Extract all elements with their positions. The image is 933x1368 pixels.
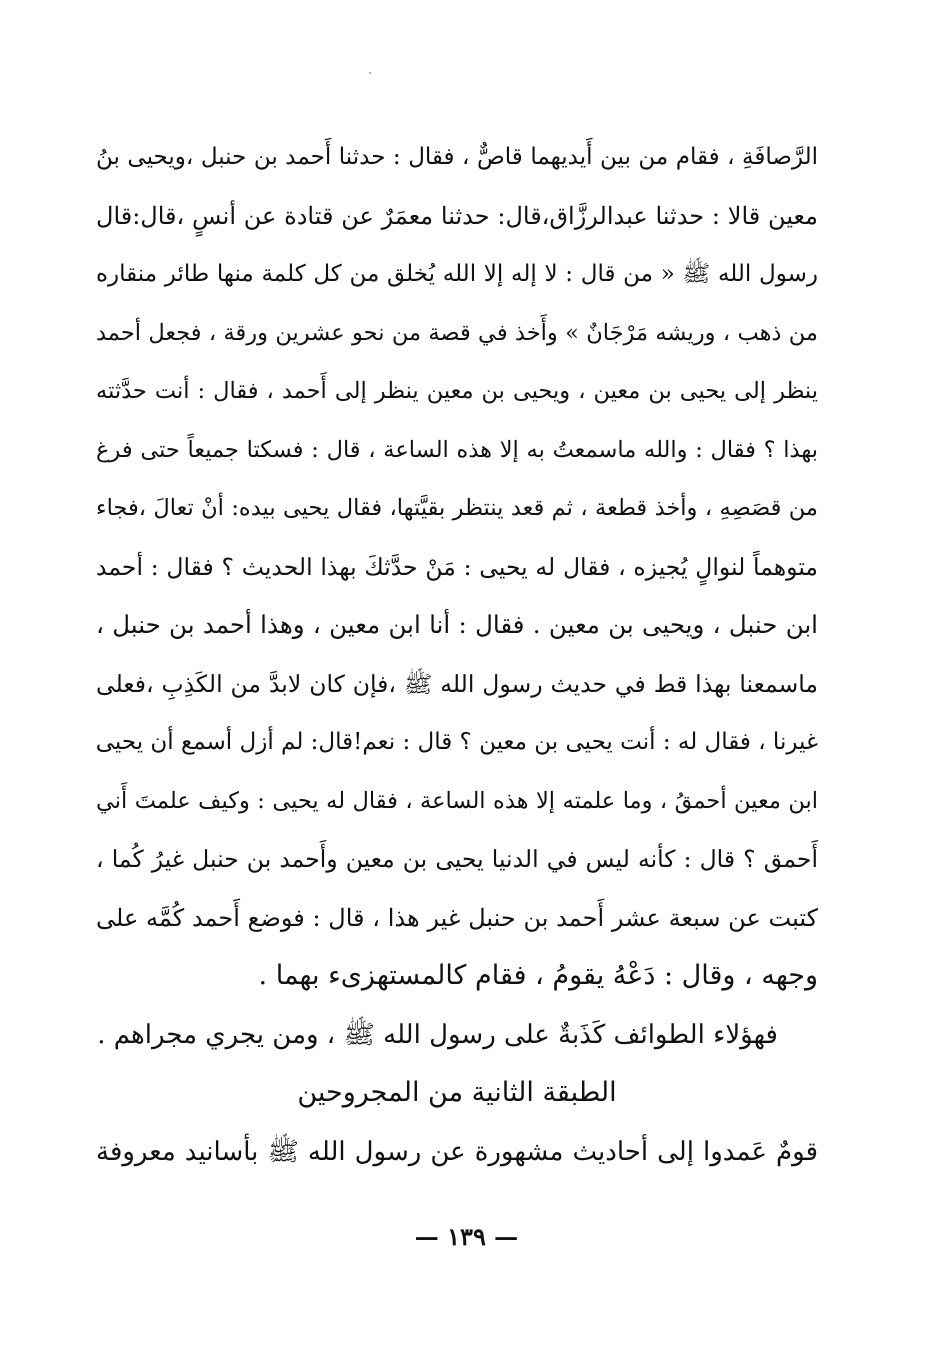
text-line-1: الرَّصافَةِ ، فقام من بين أَيديهما قاصٌّ ، فقال : حدثنا أَحمد بن حنبل ،ويحيى بنُ [96, 144, 818, 170]
text-line-12: ابن معين أحمقُ ، وما علمته إلا هذه الساعة ، فقال له يحيى : وكيف علمتَ أَني [96, 787, 818, 814]
text-line-4: من ذهب ، وريشه مَرْجَانٌ » وأَخذ في قصة من نحو عشرين ورقة ، فجعل أحمد [96, 319, 818, 346]
page-number: — ١٣٩ — [414, 1222, 519, 1251]
section-heading: الطبقة الثانية من المجروحين [297, 1077, 617, 1108]
text-line-10: ماسمعنا بهذا قط في حديث رسول الله ﷺ ،فإن كان لابدَّ من الكَذِبِ ،فعلى [96, 669, 818, 698]
text-line-15: وجهه ، وقال : دَعْهُ يقومُ ، فقام كالمستهزىء بهما . [258, 960, 818, 991]
final-line: قومٌ عَمدوا إلى أحاديث مشهورة عن رسول الله ﷺ بأسانيد معروفة [96, 1136, 818, 1167]
scan-speck [369, 72, 371, 74]
text-line-8: متوهماً لنوالٍ يُجيزه ، فقال له يحيى : مَنْ حدَّثكَ بهذا الحديث ؟ فقال : أحمد [96, 552, 818, 581]
text-line-9: ابن حنبل ، ويحيى بن معين . فقال : أنا ابن معين ، وهذا أحمد بن حنبل ، [96, 610, 818, 639]
main-text [96, 128, 818, 1181]
summary-line: فهؤلاء الطوائف كَذَبةٌ على رسول الله ﷺ ، ومن يجري مجراهم . [97, 1019, 778, 1050]
text-line-13: أَحمق ؟ قال : كأنه ليس في الدنيا يحيى بن معين وأَحمد بن حنبل غيرُ كُما ، [96, 845, 818, 873]
text-line-11: غيرنا ، فقال له : أنت يحيى بن معين ؟ قال : نعم!قال: لم أزل أسمع أن يحيى [95, 729, 818, 755]
text-line-5: ينظر إلى يحيى بن معين ، ويحيى بن معين ينظر إلى أَحمد ، فقال : أنت حدَّثته [96, 378, 818, 404]
text-line-7: من قصَصِهِ ، وأخذ قطعة ، ثم قعد ينتظر بقيَّتها، فقال يحيى بيده: أنْ تعالَ ،فجاء [96, 495, 818, 521]
text-line-14: كتبت عن سبعة عشر أَحمد بن حنبل غير هذا ، قال : فوضع أَحمد كُمَّه على [96, 903, 819, 932]
text-line-6: بهذا ؟ فقال : والله ماسمعتُ به إلا هذه الساعة ، قال : فسكتا جميعاً حتى فرغ [96, 436, 818, 463]
text-line-3: رسول الله ﷺ « من قال : لا إله إلا الله يُخلق من كل كلمة منها طائر منقاره [96, 261, 818, 287]
text-line-2: معين قالا : حدثنا عبدالرزَّاق،قال: حدثنا معمَرٌ عن قتادة عن أنسٍ ،قال:قال [96, 201, 818, 230]
